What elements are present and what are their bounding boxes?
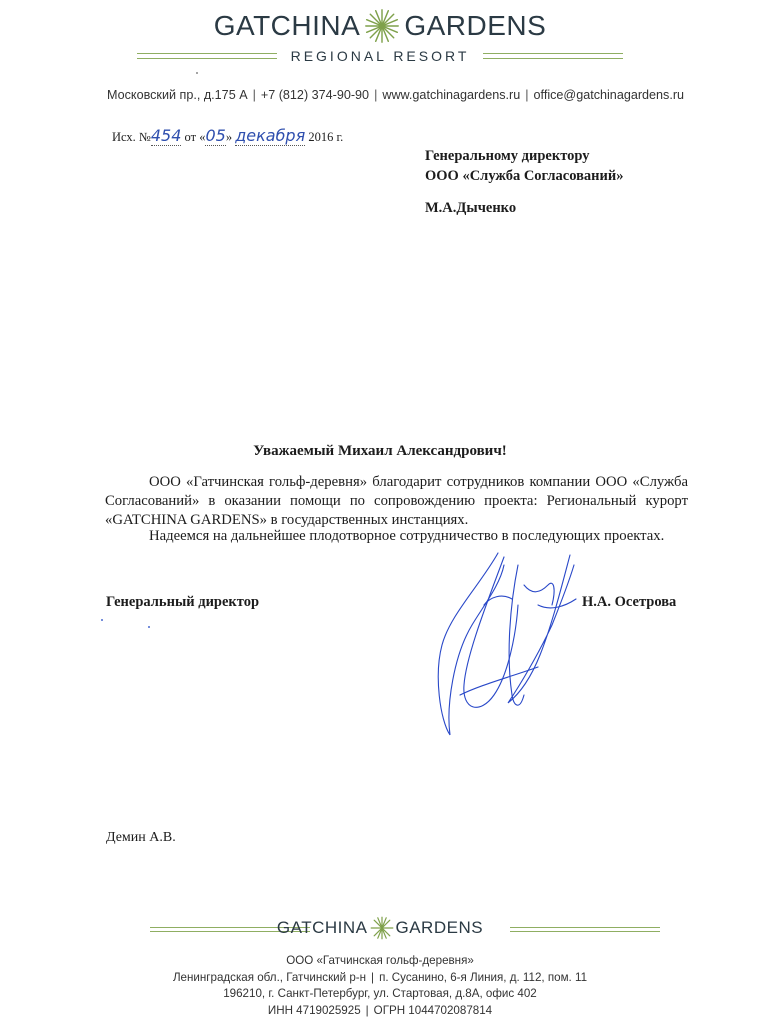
handwritten-signature bbox=[420, 545, 600, 745]
header-contacts bbox=[107, 88, 684, 102]
ref-year: 2016 г. bbox=[308, 130, 344, 144]
addressee-name: М.А.Дыченко bbox=[425, 200, 517, 216]
starburst-icon bbox=[370, 916, 394, 940]
contact-address: Московский пр., д.175 А bbox=[107, 88, 248, 102]
footer-inn: ИНН 4719025925 bbox=[267, 1003, 361, 1017]
ref-prefix: Исх. № bbox=[112, 130, 151, 144]
footer-brand-right-text: GARDENS bbox=[395, 918, 484, 937]
outgoing-reference bbox=[112, 126, 343, 146]
signatory-name: Н.А. Осетрова bbox=[582, 594, 677, 610]
contact-email: office@gatchinagardens.ru bbox=[533, 88, 685, 102]
header-subtitle-row bbox=[0, 44, 760, 68]
contact-separator: | bbox=[525, 88, 529, 102]
contact-phone: +7 (812) 374-90-90 bbox=[260, 88, 370, 102]
signatory-title: Генеральный директор bbox=[106, 594, 260, 610]
letter-paragraph-2: Надеемся на дальнейшее плодотворное сотрудничество в последующих проектах. bbox=[149, 528, 665, 544]
letter-greeting: Уважаемый Михаил Александрович! bbox=[253, 443, 507, 459]
footer-separator: | bbox=[371, 970, 375, 984]
starburst-icon bbox=[364, 8, 400, 44]
letter-paragraph-1: ООО «Гатчинская гольф-деревня» благодарит сотрудников компании ООО «Служба Согласований» в оказании помощи по сопровождению проекта: Региональный курорт «GATCHINA GARDENS» в государственных инстанциях. bbox=[105, 474, 688, 528]
ref-number: 454 bbox=[150, 126, 182, 145]
subtitle-left-rule bbox=[137, 53, 277, 59]
contact-separator: | bbox=[374, 88, 378, 102]
footer-registration bbox=[0, 1003, 760, 1020]
footer-ogrn: ОГРН 1044702087814 bbox=[373, 1003, 493, 1017]
executor-name: Демин А.В. bbox=[106, 830, 176, 845]
footer-region: Ленинградская обл., Гатчинский р-н bbox=[172, 970, 367, 984]
contact-website: www.gatchinagardens.ru bbox=[382, 88, 521, 102]
footer-logo bbox=[0, 915, 760, 941]
footer-office-address: 196210, г. Санкт-Петербург, ул. Стартовая, д.8А, офис 402 bbox=[223, 987, 537, 1000]
addressee-block bbox=[425, 146, 624, 186]
brand-left-text: GATCHINA bbox=[213, 10, 361, 41]
footer-details bbox=[0, 953, 760, 1019]
contact-separator: | bbox=[252, 88, 256, 102]
footer-separator: | bbox=[365, 1003, 369, 1017]
subtitle-right-rule bbox=[483, 53, 623, 59]
header-subtitle: REGIONAL RESORT bbox=[290, 48, 470, 64]
ink-speck bbox=[101, 619, 103, 621]
addressee-company: ООО «Служба Согласований» bbox=[425, 168, 624, 184]
addressee-position: Генеральному директору bbox=[425, 148, 590, 164]
ref-from-label: от « bbox=[184, 130, 206, 144]
footer-brand-left-text: GATCHINA bbox=[276, 918, 368, 937]
ref-month: декабря bbox=[235, 126, 306, 145]
brand-right-text: GARDENS bbox=[404, 10, 547, 41]
ink-speck bbox=[196, 72, 198, 74]
footer-street: п. Сусанино, 6-я Линия, д. 112, пом. 11 bbox=[379, 970, 588, 984]
footer-address-line bbox=[0, 970, 760, 987]
ref-day: 05 bbox=[205, 126, 226, 145]
ink-speck bbox=[148, 626, 150, 628]
footer-company: ООО «Гатчинская гольф-деревня» bbox=[286, 954, 474, 967]
ref-close-quote: » bbox=[225, 130, 233, 144]
header-logo bbox=[0, 6, 760, 46]
